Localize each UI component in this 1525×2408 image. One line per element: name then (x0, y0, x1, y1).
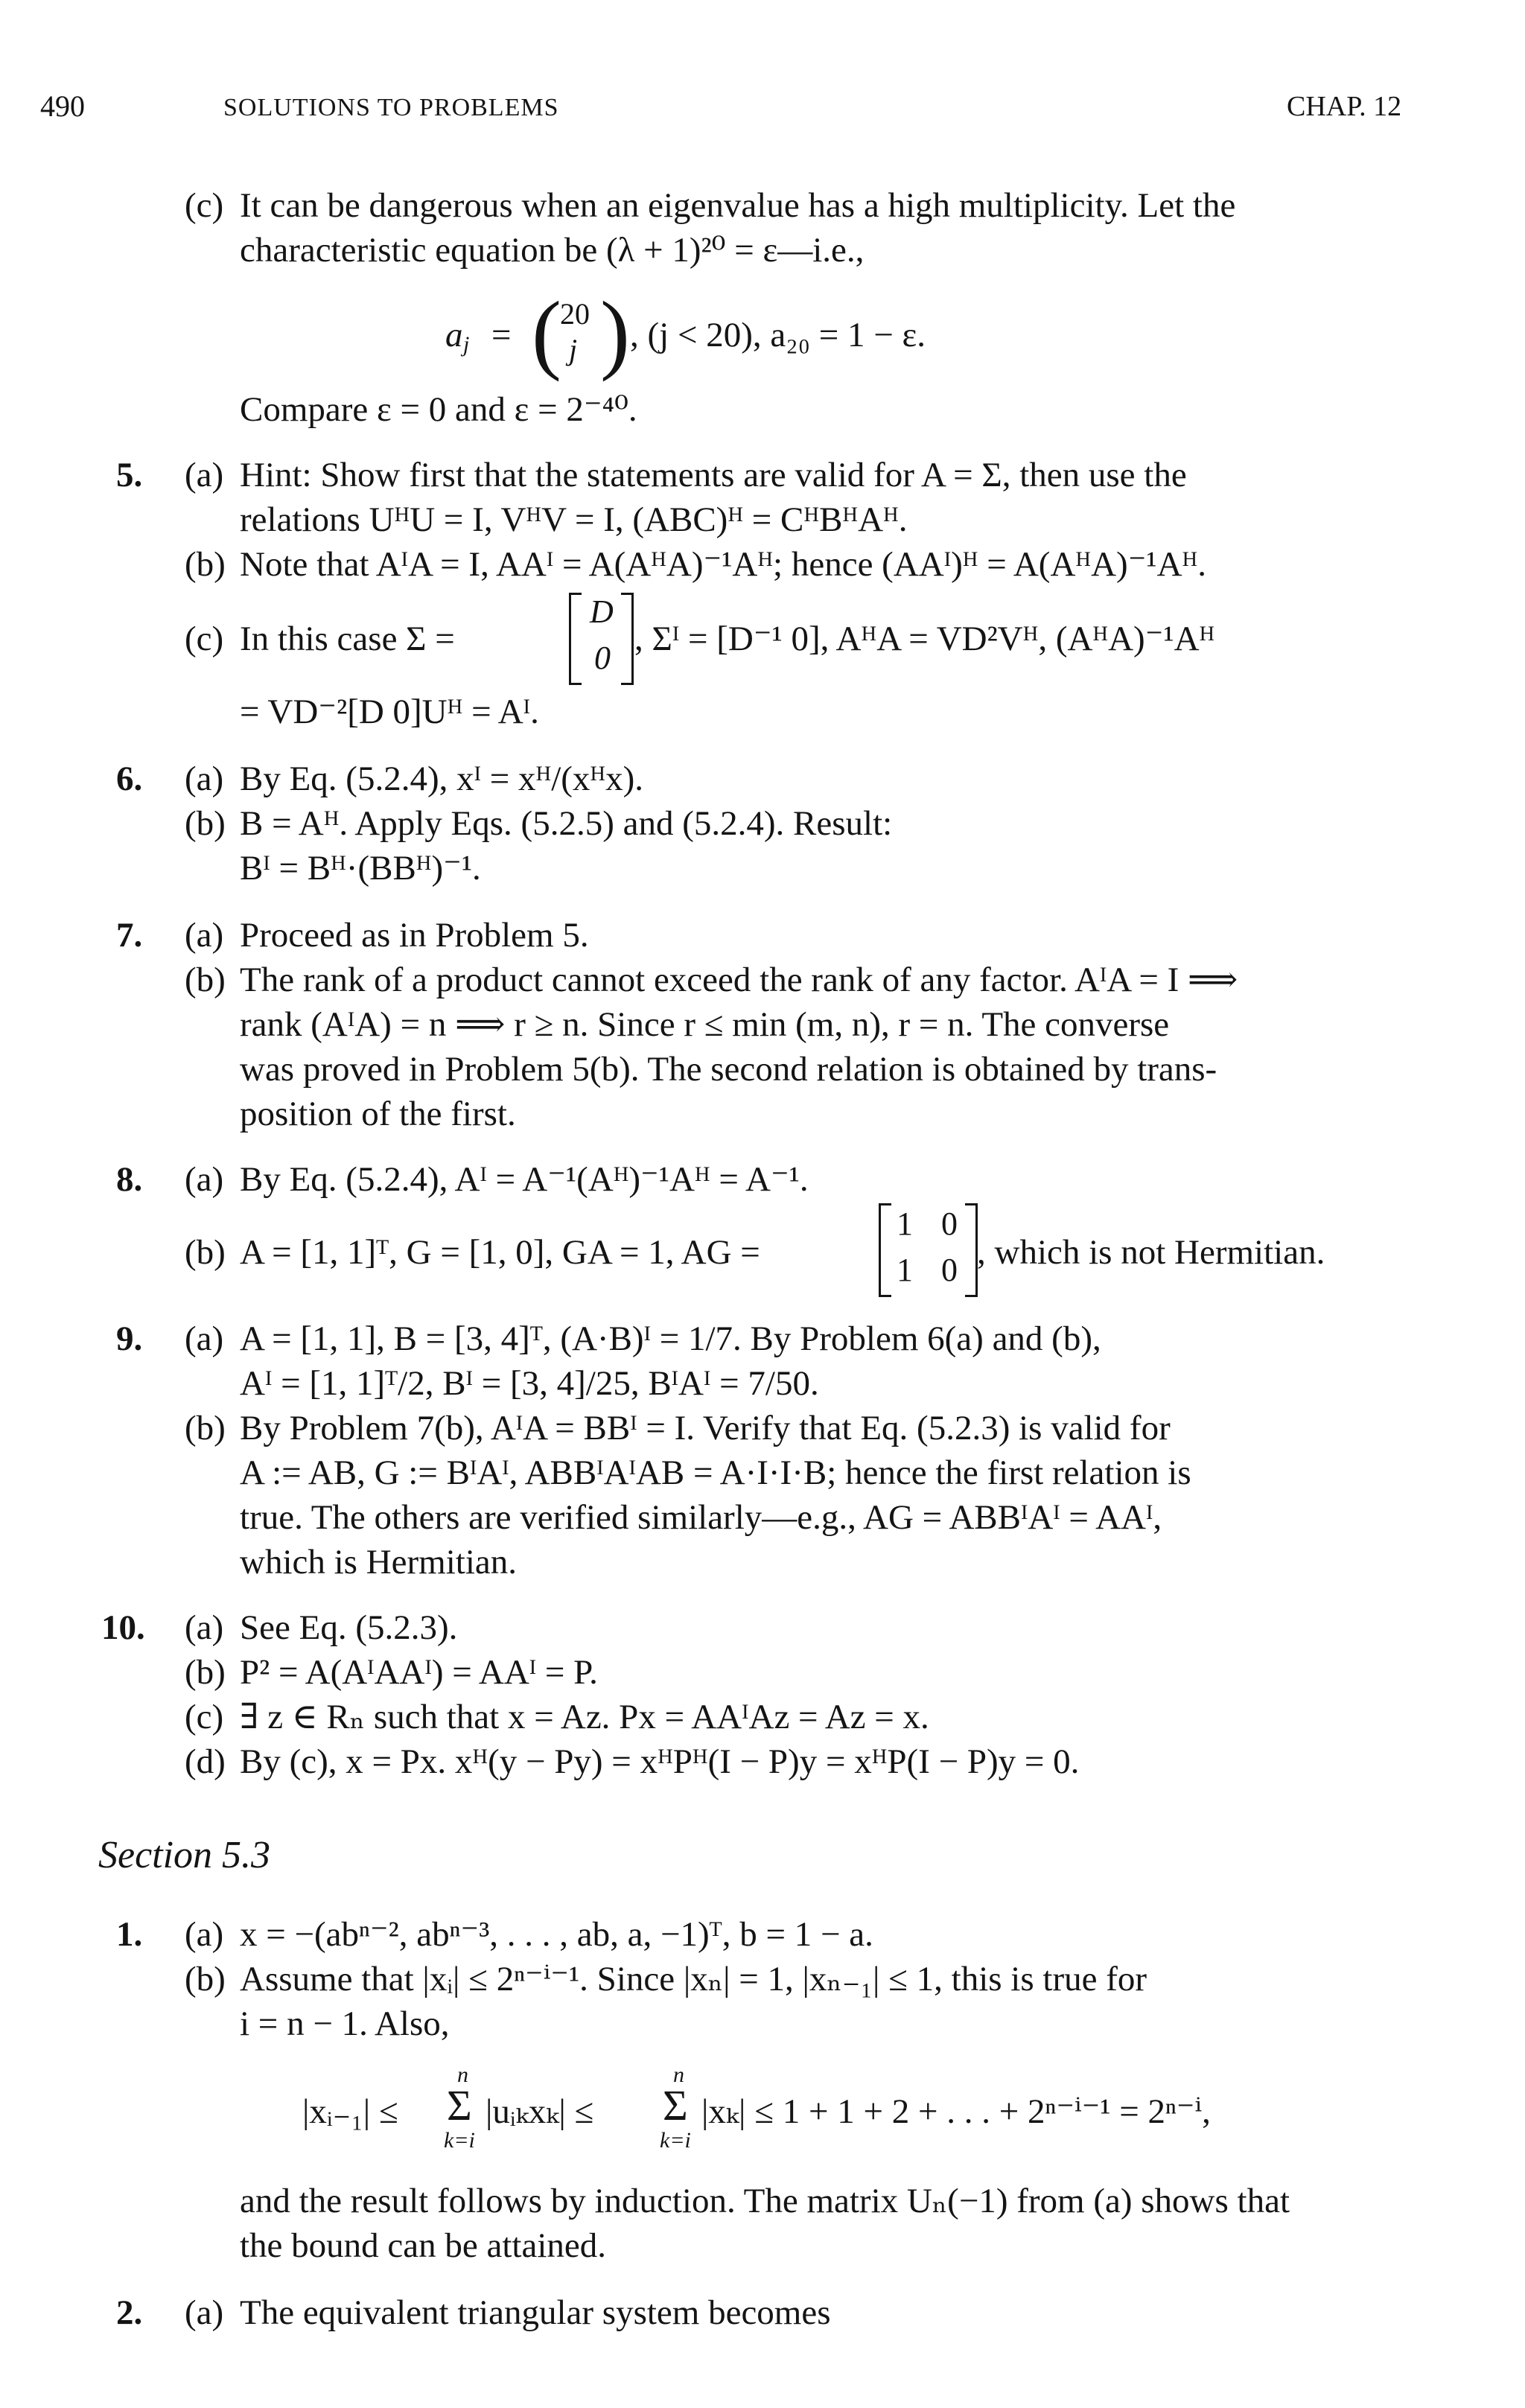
text-line: The rank of a product cannot exceed the rank of any factor. AᴵA = I ⟹ (240, 961, 1238, 999)
sum-upper-limit: n (673, 2063, 684, 2087)
matrix-entry: 1 (897, 1252, 913, 1288)
text-line: i = n − 1. Also, (240, 2004, 450, 2043)
item-label: (a) (185, 456, 224, 494)
matrix-entry: 1 (897, 1205, 913, 1242)
text-line: which is Hermitian. (240, 1543, 518, 1582)
math-subscript: j (463, 332, 470, 357)
problem-number: 7. (116, 916, 143, 955)
item-label: (b) (185, 804, 226, 843)
text-line: characteristic equation be (λ + 1)²⁰ = ε—i.e., (240, 231, 865, 270)
problem-number: 10. (101, 1608, 145, 1647)
text-line: Hint: Show first that the statements are valid for A = Σ, then use the (240, 456, 1187, 494)
text-line: ∃ z ∈ Rₙ such that x = Az. Px = AAᴵAz = Az = x. (240, 1698, 929, 1736)
item-label: (a) (185, 2293, 224, 2332)
item-label: (a) (185, 1608, 224, 1647)
text-line: Assume that |xᵢ| ≤ 2ⁿ⁻ⁱ⁻¹. Since |xₙ| = 1, |xₙ₋₁| ≤ 1, this is true for (240, 1960, 1147, 1998)
text-line: was proved in Problem 5(b). The second relation is obtained by trans- (240, 1050, 1217, 1089)
text-line: See Eq. (5.2.3). (240, 1608, 458, 1647)
text-line: , which is not Hermitian. (977, 1233, 1325, 1272)
math-text: |xᵢ₋₁| ≤ (302, 2092, 398, 2131)
matrix-entry: 0 (594, 640, 611, 676)
math-text: |xₖ| ≤ 1 + 1 + 2 + . . . + 2ⁿ⁻ⁱ⁻¹ = 2ⁿ⁻ⁱ, (701, 2092, 1211, 2131)
problem-number: 1. (116, 1915, 143, 1954)
item-label: (a) (185, 1160, 224, 1199)
problem-number: 9. (116, 1319, 143, 1358)
text-line: By Eq. (5.2.4), xᴵ = xᴴ/(xᴴx). (240, 759, 644, 798)
binomial-bottom: j (569, 333, 578, 366)
text-line: A := AB, G := BᴵAᴵ, ABBᴵAᴵAB = A·I·I·B; hence the first relation is (240, 1453, 1191, 1492)
math-text: , (j < 20), a₂₀ = 1 − ε. (630, 316, 926, 354)
left-paren: ( (532, 283, 561, 382)
binomial-top: 20 (560, 297, 590, 331)
problem-number: 6. (116, 759, 143, 798)
text-line: P² = A(AᴵAAᴵ) = AAᴵ = P. (240, 1653, 598, 1692)
problem-number: 2. (116, 2293, 143, 2332)
page-number: 490 (40, 89, 85, 123)
text-line: and the result follows by induction. The matrix Uₙ(−1) from (a) shows that (240, 2182, 1290, 2220)
matrix-bracket-right (965, 1203, 978, 1297)
item-label: (b) (185, 961, 226, 999)
text-line: A = [1, 1], B = [3, 4]ᵀ, (A·B)ᴵ = 1/7. By Problem 6(a) and (b), (240, 1319, 1101, 1358)
sum-sign: Σ (447, 2081, 472, 2130)
problem-number: 8. (116, 1160, 143, 1199)
text-line: Compare ε = 0 and ε = 2⁻⁴⁰. (240, 390, 637, 429)
text-line: By Eq. (5.2.4), Aᴵ = A⁻¹(Aᴴ)⁻¹Aᴴ = A⁻¹. (240, 1160, 809, 1199)
text-line: By Problem 7(b), AᴵA = BBᴵ = I. Verify that Eq. (5.2.3) is valid for (240, 1409, 1171, 1447)
sum-lower-limit: k=i (660, 2128, 691, 2153)
item-label: (a) (185, 759, 224, 798)
item-label: (b) (185, 1233, 226, 1272)
item-label: (c) (185, 186, 224, 225)
item-label: (a) (185, 1915, 224, 1954)
item-label: (d) (185, 1742, 226, 1781)
item-label: (c) (185, 1698, 224, 1736)
text-line: Bᴵ = Bᴴ·(BBᴴ)⁻¹. (240, 849, 481, 888)
matrix-bracket-left (879, 1203, 891, 1297)
item-label: (b) (185, 1653, 226, 1692)
text-line: It can be dangerous when an eigenvalue has a high multiplicity. Let the (240, 186, 1236, 225)
chapter-label: CHAP. 12 (1287, 91, 1402, 122)
math-text: |uᵢₖxₖ| ≤ (485, 2092, 594, 2131)
item-label: (a) (185, 1319, 224, 1358)
text-line: relations UᴴU = I, VᴴV = I, (ABC)ᴴ = CᴴBᴴAᴴ. (240, 500, 908, 539)
item-label: (a) (185, 916, 224, 955)
sum-sign: Σ (663, 2081, 688, 2130)
sum-lower-limit: k=i (444, 2128, 475, 2153)
item-label: (b) (185, 545, 226, 584)
matrix-entry: 0 (941, 1252, 958, 1288)
text-line: = VD⁻²[D 0]Uᴴ = Aᴵ. (240, 692, 539, 731)
text-line: true. The others are verified similarly—e.g., AG = ABBᴵAᴵ = AAᴵ, (240, 1498, 1162, 1537)
math-symbol: = (491, 316, 512, 354)
text-line: Aᴵ = [1, 1]ᵀ/2, Bᴵ = [3, 4]/25, BᴵAᴵ = 7/50. (240, 1364, 819, 1403)
matrix-bracket-right (621, 593, 634, 685)
text-line: x = −(abⁿ⁻², abⁿ⁻³, . . . , ab, a, −1)ᵀ, b = 1 − a. (240, 1915, 873, 1954)
text-line: Proceed as in Problem 5. (240, 916, 589, 955)
text-line: , Σᴵ = [D⁻¹ 0], AᴴA = VD²Vᴴ, (AᴴA)⁻¹Aᴴ (634, 619, 1215, 658)
text-line: The equivalent triangular system becomes (240, 2293, 831, 2332)
matrix-entry: 0 (941, 1205, 958, 1242)
text-line: position of the first. (240, 1095, 516, 1133)
math-symbol: a (445, 316, 463, 354)
running-title: SOLUTIONS TO PROBLEMS (223, 94, 559, 121)
item-label: (c) (185, 619, 224, 658)
text-line: rank (AᴵA) = n ⟹ r ≥ n. Since r ≤ min (m, n), r = n. The converse (240, 1005, 1170, 1044)
text-line: A = [1, 1]ᵀ, G = [1, 0], GA = 1, AG = (240, 1233, 760, 1272)
text-line: Note that AᴵA = I, AAᴵ = A(AᴴA)⁻¹Aᴴ; hence (AAᴵ)ᴴ = A(AᴴA)⁻¹Aᴴ. (240, 545, 1206, 584)
text-line: In this case Σ = (240, 619, 455, 658)
problem-number: 5. (116, 456, 143, 494)
text-line: By (c), x = Px. xᴴ(y − Py) = xᴴPᴴ(I − P)y = xᴴP(I − P)y = 0. (240, 1742, 1080, 1781)
item-label: (b) (185, 1409, 226, 1447)
sum-upper-limit: n (457, 2063, 468, 2087)
matrix-bracket-left (569, 593, 582, 685)
item-label: (b) (185, 1960, 226, 1998)
text-line: B = Aᴴ. Apply Eqs. (5.2.5) and (5.2.4). Result: (240, 804, 893, 843)
text-line: the bound can be attained. (240, 2226, 607, 2265)
section-heading: Section 5.3 (98, 1834, 271, 1876)
right-paren: ) (600, 283, 630, 382)
matrix-entry: D (590, 593, 614, 630)
